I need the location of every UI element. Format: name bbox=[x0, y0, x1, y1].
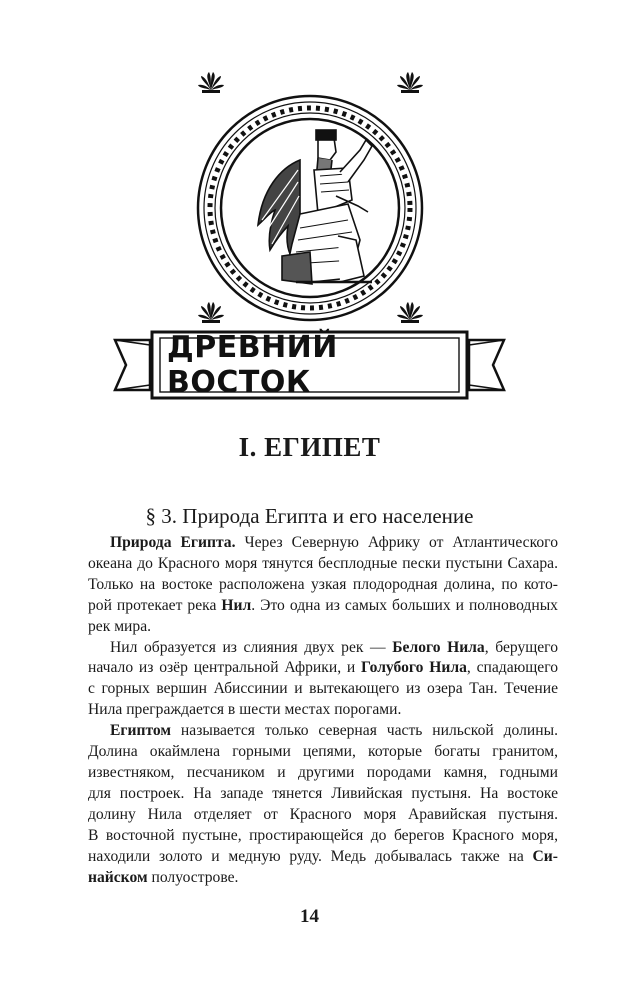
lotus-ornament-bottom bbox=[397, 302, 423, 323]
text-run: с горных вершин Абиссинии и вытекающего из озера Тан. Течение bbox=[88, 680, 558, 698]
page-number: 14 bbox=[300, 906, 319, 927]
text-run: для построек. На западе тянется Ливийская пустыня. На востоке bbox=[88, 784, 558, 802]
text-run: называется только северная часть нильской долины. bbox=[171, 722, 558, 740]
bold-term: Природа Египта. bbox=[110, 534, 236, 551]
bold-term: найском bbox=[88, 868, 148, 886]
text-line bbox=[88, 700, 558, 721]
text-line bbox=[88, 617, 558, 638]
text-run: находили золото и медную руду. Медь добывалась также на bbox=[88, 847, 533, 865]
text-line bbox=[88, 763, 558, 784]
body-text bbox=[88, 533, 558, 888]
lotus-ornament-top bbox=[397, 72, 423, 93]
text-line bbox=[88, 742, 558, 763]
bold-term: Белого Нила bbox=[392, 638, 485, 656]
text-run: Долина окаймлена горными цепями, которые богаты гранитом, bbox=[88, 743, 558, 761]
text-run: , спадающего bbox=[466, 659, 558, 677]
text-line bbox=[88, 554, 558, 575]
text-line bbox=[88, 679, 558, 700]
text-line bbox=[88, 575, 558, 596]
bold-term: Си- bbox=[532, 847, 558, 865]
text-run: начало из озёр центральной Африки, и bbox=[88, 659, 362, 677]
text-line bbox=[88, 805, 558, 826]
text-run: . Это одна из самых больших и полноводных bbox=[251, 596, 558, 614]
text-run: В восточной пустыне, простирающейся до берегов Красного моря, bbox=[88, 826, 558, 844]
part-title: ДРЕВНИЙ ВОСТОК bbox=[167, 330, 338, 400]
text-run: Через Северную Африку от Атлантического bbox=[235, 534, 558, 551]
paragraph bbox=[88, 721, 558, 888]
bold-term: Голубого Нила bbox=[361, 659, 467, 677]
text-line bbox=[88, 721, 558, 742]
text-line bbox=[88, 533, 558, 554]
text-line bbox=[88, 868, 558, 889]
medallion bbox=[198, 96, 422, 320]
text-line bbox=[88, 596, 558, 617]
bold-term: Нил bbox=[221, 596, 252, 614]
winged-figure-illustration bbox=[258, 130, 372, 284]
text-run: океана до Красного моря тянутся бесплодные пески пустыни Сахара. bbox=[88, 554, 558, 572]
text-line bbox=[88, 658, 558, 679]
paragraph bbox=[88, 638, 558, 722]
text-line bbox=[88, 784, 558, 805]
text-run: известняком, песчаником и другими породами камня, годными bbox=[88, 763, 558, 781]
section-title: § 3. Природа Египта и его население bbox=[145, 504, 474, 528]
text-line bbox=[88, 638, 558, 659]
text-run: Только на востоке расположена узкая плодородная долина, по кото- bbox=[88, 575, 558, 593]
bold-term: Египтом bbox=[110, 722, 172, 740]
text-run: , берущего bbox=[484, 638, 558, 656]
text-run: рек мира. bbox=[88, 617, 152, 635]
text-run: рой протекает река bbox=[88, 596, 222, 614]
lotus-ornament-top bbox=[198, 72, 224, 93]
text-run: полуострове. bbox=[147, 868, 239, 886]
text-line bbox=[88, 847, 558, 868]
chapter-title: I. ЕГИПЕТ bbox=[238, 432, 381, 462]
lotus-ornament-bottom bbox=[198, 302, 224, 323]
paragraph bbox=[88, 533, 558, 638]
text-run: Нила преграждается в шести местах порогами. bbox=[88, 701, 402, 719]
text-line bbox=[88, 826, 558, 847]
text-run: долину Нила отделяет от Красного моря Аравийская пустыня. bbox=[88, 805, 558, 823]
text-run: Нил образуется из слияния двух рек — bbox=[110, 638, 393, 656]
